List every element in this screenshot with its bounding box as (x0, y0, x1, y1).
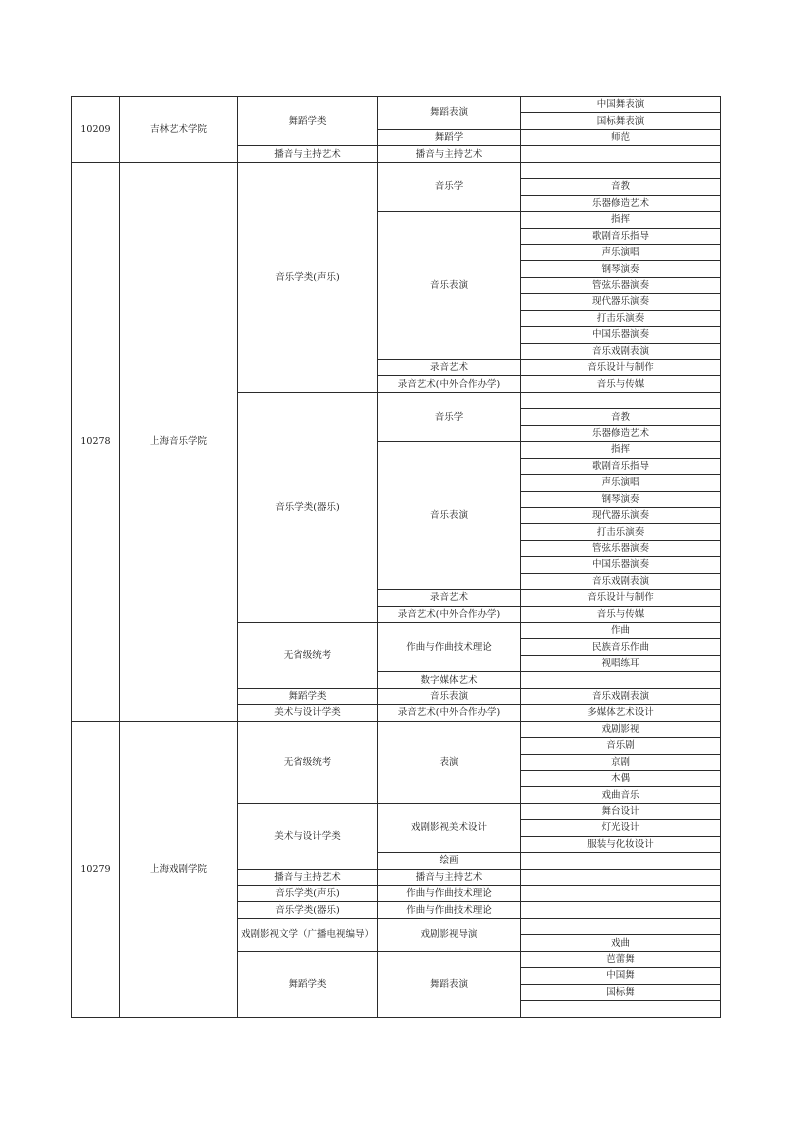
major-cell: 戏剧影视导演 (378, 918, 521, 951)
major-cell: 录音艺术(中外合作办学) (378, 606, 521, 622)
major-cell: 音乐表演 (378, 442, 521, 590)
direction-cell (521, 1001, 721, 1017)
direction-cell: 视唱练耳 (521, 655, 721, 671)
category-cell: 舞蹈学类 (238, 688, 378, 704)
major-cell: 作曲与作曲技术理论 (378, 902, 521, 918)
direction-cell: 中国乐器演奏 (521, 557, 721, 573)
major-cell: 表演 (378, 721, 521, 803)
major-cell: 播音与主持艺术 (378, 869, 521, 885)
table-row (72, 162, 721, 178)
direction-cell (521, 902, 721, 918)
category-cell: 无省级统考 (238, 721, 378, 803)
category-cell: 美术与设计学类 (238, 705, 378, 721)
direction-cell: 戏曲音乐 (521, 787, 721, 803)
direction-cell: 作曲 (521, 623, 721, 639)
major-cell: 舞蹈表演 (378, 951, 521, 1017)
category-cell: 音乐学类(器乐) (238, 902, 378, 918)
school-name: 上海音乐学院 (120, 162, 238, 721)
direction-cell: 师范 (521, 129, 721, 145)
major-cell: 录音艺术(中外合作办学) (378, 705, 521, 721)
major-cell: 音乐学 (378, 392, 521, 441)
direction-cell: 音教 (521, 409, 721, 425)
direction-cell: 音乐与传媒 (521, 376, 721, 392)
school-code: 10209 (72, 97, 120, 163)
school-name: 上海戏剧学院 (120, 721, 238, 1017)
major-cell: 戏剧影视美术设计 (378, 803, 521, 852)
direction-cell: 灯光设计 (521, 820, 721, 836)
major-cell: 绘画 (378, 853, 521, 869)
direction-cell: 打击乐演奏 (521, 310, 721, 326)
direction-cell: 乐器修造艺术 (521, 195, 721, 211)
direction-cell: 音乐剧 (521, 738, 721, 754)
direction-cell: 乐器修造艺术 (521, 425, 721, 441)
direction-cell: 指挥 (521, 212, 721, 228)
direction-cell: 戏曲 (521, 935, 721, 951)
direction-cell: 多媒体艺术设计 (521, 705, 721, 721)
school-code: 10279 (72, 721, 120, 1017)
major-cell: 数字媒体艺术 (378, 672, 521, 688)
category-cell: 音乐学类(声乐) (238, 886, 378, 902)
school-code: 10278 (72, 162, 120, 721)
direction-cell: 打击乐演奏 (521, 524, 721, 540)
direction-cell: 钢琴演奏 (521, 491, 721, 507)
direction-cell: 指挥 (521, 442, 721, 458)
category-cell: 音乐学类(声乐) (238, 162, 378, 392)
direction-cell: 音乐与传媒 (521, 606, 721, 622)
major-cell: 音乐表演 (378, 688, 521, 704)
direction-cell: 现代器乐演奏 (521, 294, 721, 310)
direction-cell: 音乐戏剧表演 (521, 688, 721, 704)
admissions-table (71, 96, 721, 1018)
direction-cell: 声乐演唱 (521, 475, 721, 491)
major-cell: 录音艺术 (378, 360, 521, 376)
category-cell: 音乐学类(器乐) (238, 392, 378, 622)
category-cell: 无省级统考 (238, 623, 378, 689)
direction-cell: 音乐设计与制作 (521, 590, 721, 606)
table-row (72, 97, 721, 113)
direction-cell: 歌剧音乐指导 (521, 228, 721, 244)
direction-cell (521, 392, 721, 408)
direction-cell: 管弦乐器演奏 (521, 540, 721, 556)
major-cell: 舞蹈表演 (378, 97, 521, 130)
direction-cell: 歌剧音乐指导 (521, 458, 721, 474)
direction-cell: 木偶 (521, 770, 721, 786)
table-body (72, 97, 721, 1018)
direction-cell: 芭蕾舞 (521, 951, 721, 967)
major-cell: 录音艺术 (378, 590, 521, 606)
category-cell: 播音与主持艺术 (238, 869, 378, 885)
major-cell: 音乐表演 (378, 212, 521, 360)
direction-cell: 中国舞表演 (521, 97, 721, 113)
direction-cell: 民族音乐作曲 (521, 639, 721, 655)
direction-cell: 现代器乐演奏 (521, 507, 721, 523)
direction-cell: 中国乐器演奏 (521, 327, 721, 343)
major-cell: 音乐学 (378, 162, 521, 211)
school-name: 吉林艺术学院 (120, 97, 238, 163)
category-cell: 舞蹈学类 (238, 97, 378, 146)
direction-cell: 声乐演唱 (521, 244, 721, 260)
major-cell: 舞蹈学 (378, 129, 521, 145)
direction-cell: 戏剧影视 (521, 721, 721, 737)
category-cell: 戏剧影视文学（广播电视编导） (238, 918, 378, 951)
direction-cell: 钢琴演奏 (521, 261, 721, 277)
direction-cell: 国标舞表演 (521, 113, 721, 129)
direction-cell (521, 146, 721, 162)
direction-cell (521, 886, 721, 902)
direction-cell (521, 162, 721, 178)
direction-cell (521, 869, 721, 885)
direction-cell: 管弦乐器演奏 (521, 277, 721, 293)
direction-cell: 京剧 (521, 754, 721, 770)
table-row (72, 721, 721, 737)
category-cell: 美术与设计学类 (238, 803, 378, 869)
direction-cell: 国标舞 (521, 984, 721, 1000)
direction-cell: 中国舞 (521, 968, 721, 984)
major-cell: 录音艺术(中外合作办学) (378, 376, 521, 392)
category-cell: 舞蹈学类 (238, 951, 378, 1017)
direction-cell: 音教 (521, 179, 721, 195)
major-cell: 播音与主持艺术 (378, 146, 521, 162)
direction-cell (521, 918, 721, 934)
direction-cell (521, 853, 721, 869)
direction-cell (521, 672, 721, 688)
direction-cell: 音乐戏剧表演 (521, 343, 721, 359)
major-cell: 作曲与作曲技术理论 (378, 886, 521, 902)
direction-cell: 音乐设计与制作 (521, 360, 721, 376)
direction-cell: 舞台设计 (521, 803, 721, 819)
direction-cell: 音乐戏剧表演 (521, 573, 721, 589)
category-cell: 播音与主持艺术 (238, 146, 378, 162)
major-cell: 作曲与作曲技术理论 (378, 623, 521, 672)
direction-cell: 服装与化妆设计 (521, 836, 721, 852)
